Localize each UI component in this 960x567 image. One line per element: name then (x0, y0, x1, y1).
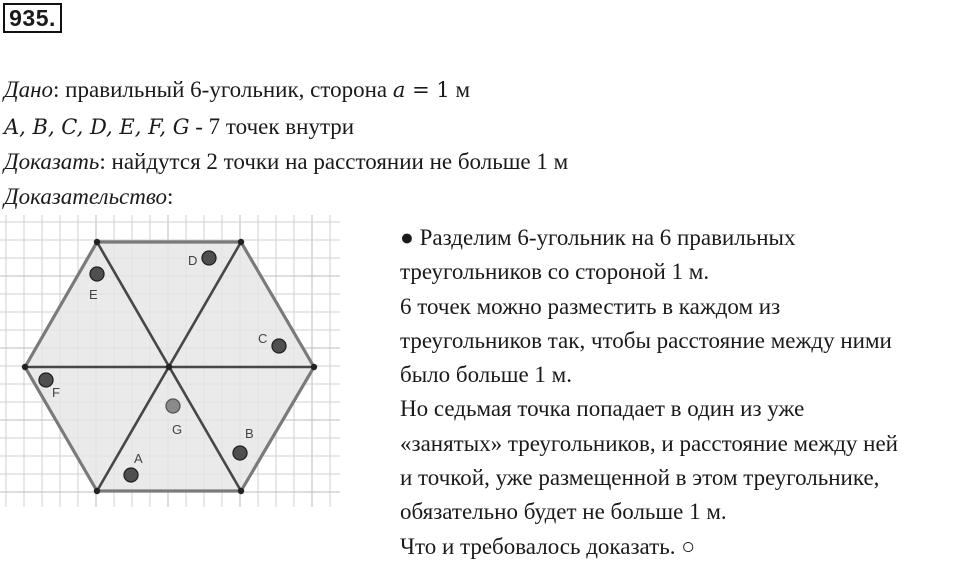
proof-line: 6 точек можно разместить в каждом из (400, 293, 781, 319)
point-f (39, 373, 53, 387)
prove-line (4, 147, 568, 177)
proof-line: было больше 1 м. (400, 362, 572, 388)
points-text: - 7 точек внутри (189, 114, 355, 139)
hexagon-diagram (0, 215, 340, 507)
prove-label: Доказать (4, 149, 100, 174)
point-d (202, 251, 216, 265)
prove-text: : найдутся 2 точки на расстоянии не больше 1 м (99, 149, 569, 174)
proof-line: Что и требовалось доказать. ○ (400, 533, 696, 559)
proof-colon: : (167, 184, 174, 209)
label-g: G (172, 422, 183, 437)
proof-heading (4, 182, 173, 212)
proof-line: «занятых» треугольников, и расстояние между ней (400, 430, 898, 456)
points-line (4, 112, 354, 142)
point-e (90, 267, 104, 281)
proof-label: Доказательство (4, 184, 168, 209)
side-value: = 1 (405, 78, 450, 102)
side-unit: м (449, 77, 471, 102)
label-e: E (89, 287, 98, 302)
proof-line: треугольников так, чтобы расстояние между ними (400, 327, 892, 353)
given-line (4, 75, 470, 105)
proof-line: Но седьмая точка попадает в один из уже (400, 396, 805, 422)
label-b: B (245, 426, 254, 441)
label-d: D (188, 253, 198, 268)
side-variable: a (392, 78, 406, 102)
proof-line: треугольников со стороной 1 м. (400, 259, 710, 285)
proof-line: ● Разделим 6-угольник на 6 правильных (400, 225, 796, 250)
point-c (272, 339, 286, 353)
given-label: Дано (4, 77, 54, 102)
point-a (124, 468, 138, 482)
point-b (233, 446, 247, 460)
point-g (166, 399, 180, 413)
proof-line: обязательно будет не больше 1 м. (400, 499, 727, 525)
given-text: : правильный 6-угольник, сторона (53, 77, 393, 102)
label-c: C (258, 331, 268, 346)
label-a: A (134, 451, 143, 466)
proof-text (400, 221, 960, 564)
problem-number: 935. (3, 3, 62, 33)
proof-line: и точкой, уже размещенной в этом треугольнике, (400, 465, 880, 491)
label-f: F (52, 385, 60, 400)
points-list: A, B, C, D, E, F, G (4, 115, 190, 139)
